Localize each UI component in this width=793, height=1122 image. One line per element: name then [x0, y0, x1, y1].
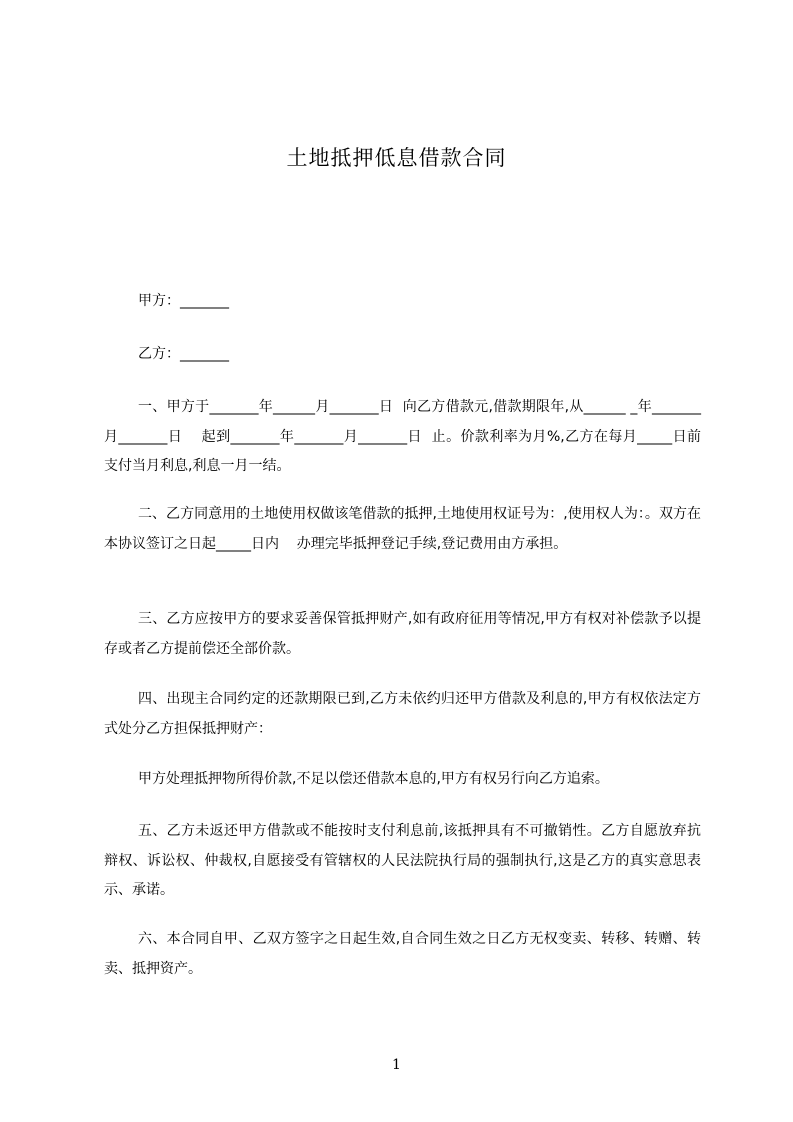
clause-6: 六、本合同自甲、乙双方签字之日起生效,自合同生效之日乙方无权变卖、转移、转赠、转卖、抵押资产。	[104, 931, 701, 977]
clause-1: 一、甲方于_______年______月_______日 向乙方借款元,借款期限年,从______ _年_______月_______日 起到_______年_______月_______日 止。价款利率为月%,乙方在每月_____日前支付当月利息,利息一月一结。	[104, 399, 701, 474]
document-title: 土地抵押低息借款合同	[286, 146, 507, 170]
clause-2: 二、乙方同意用的土地使用权做该笔借款的抵押,土地使用权证号为：,使用权人为：。双方在本协议签订之日起_____日内 办理完毕抵押登记手续,登记费用由方承担。	[104, 506, 701, 552]
clause-4: 四、出现主合同约定的还款期限已到,乙方未依约归还甲方借款及利息的,甲方有权依法定方式处分乙方担保抵押财产：	[104, 691, 701, 737]
clause-4-note: 甲方处理抵押物所得价款,不足以偿还借款本息的,甲方有权另行向乙方追索。	[138, 771, 609, 787]
page-number: 1	[392, 1057, 401, 1073]
clause-5: 五、乙方未返还甲方借款或不能按时支付利息前,该抵押具有不可撤销性。乙方自愿放弃抗辩权、诉讼权、仲裁权,自愿接受有管辖权的人民法院执行局的强制执行,这是乙方的真实意思表示、承诺。	[104, 823, 701, 898]
clause-3: 三、乙方应按甲方的要求妥善保管抵押财产,如有政府征用等情况,甲方有权对补偿款予以提存或者乙方提前偿还全部价款。	[104, 611, 701, 657]
party-a-line: 甲方：_______	[138, 293, 229, 309]
party-b-line: 乙方：_______	[138, 346, 229, 362]
